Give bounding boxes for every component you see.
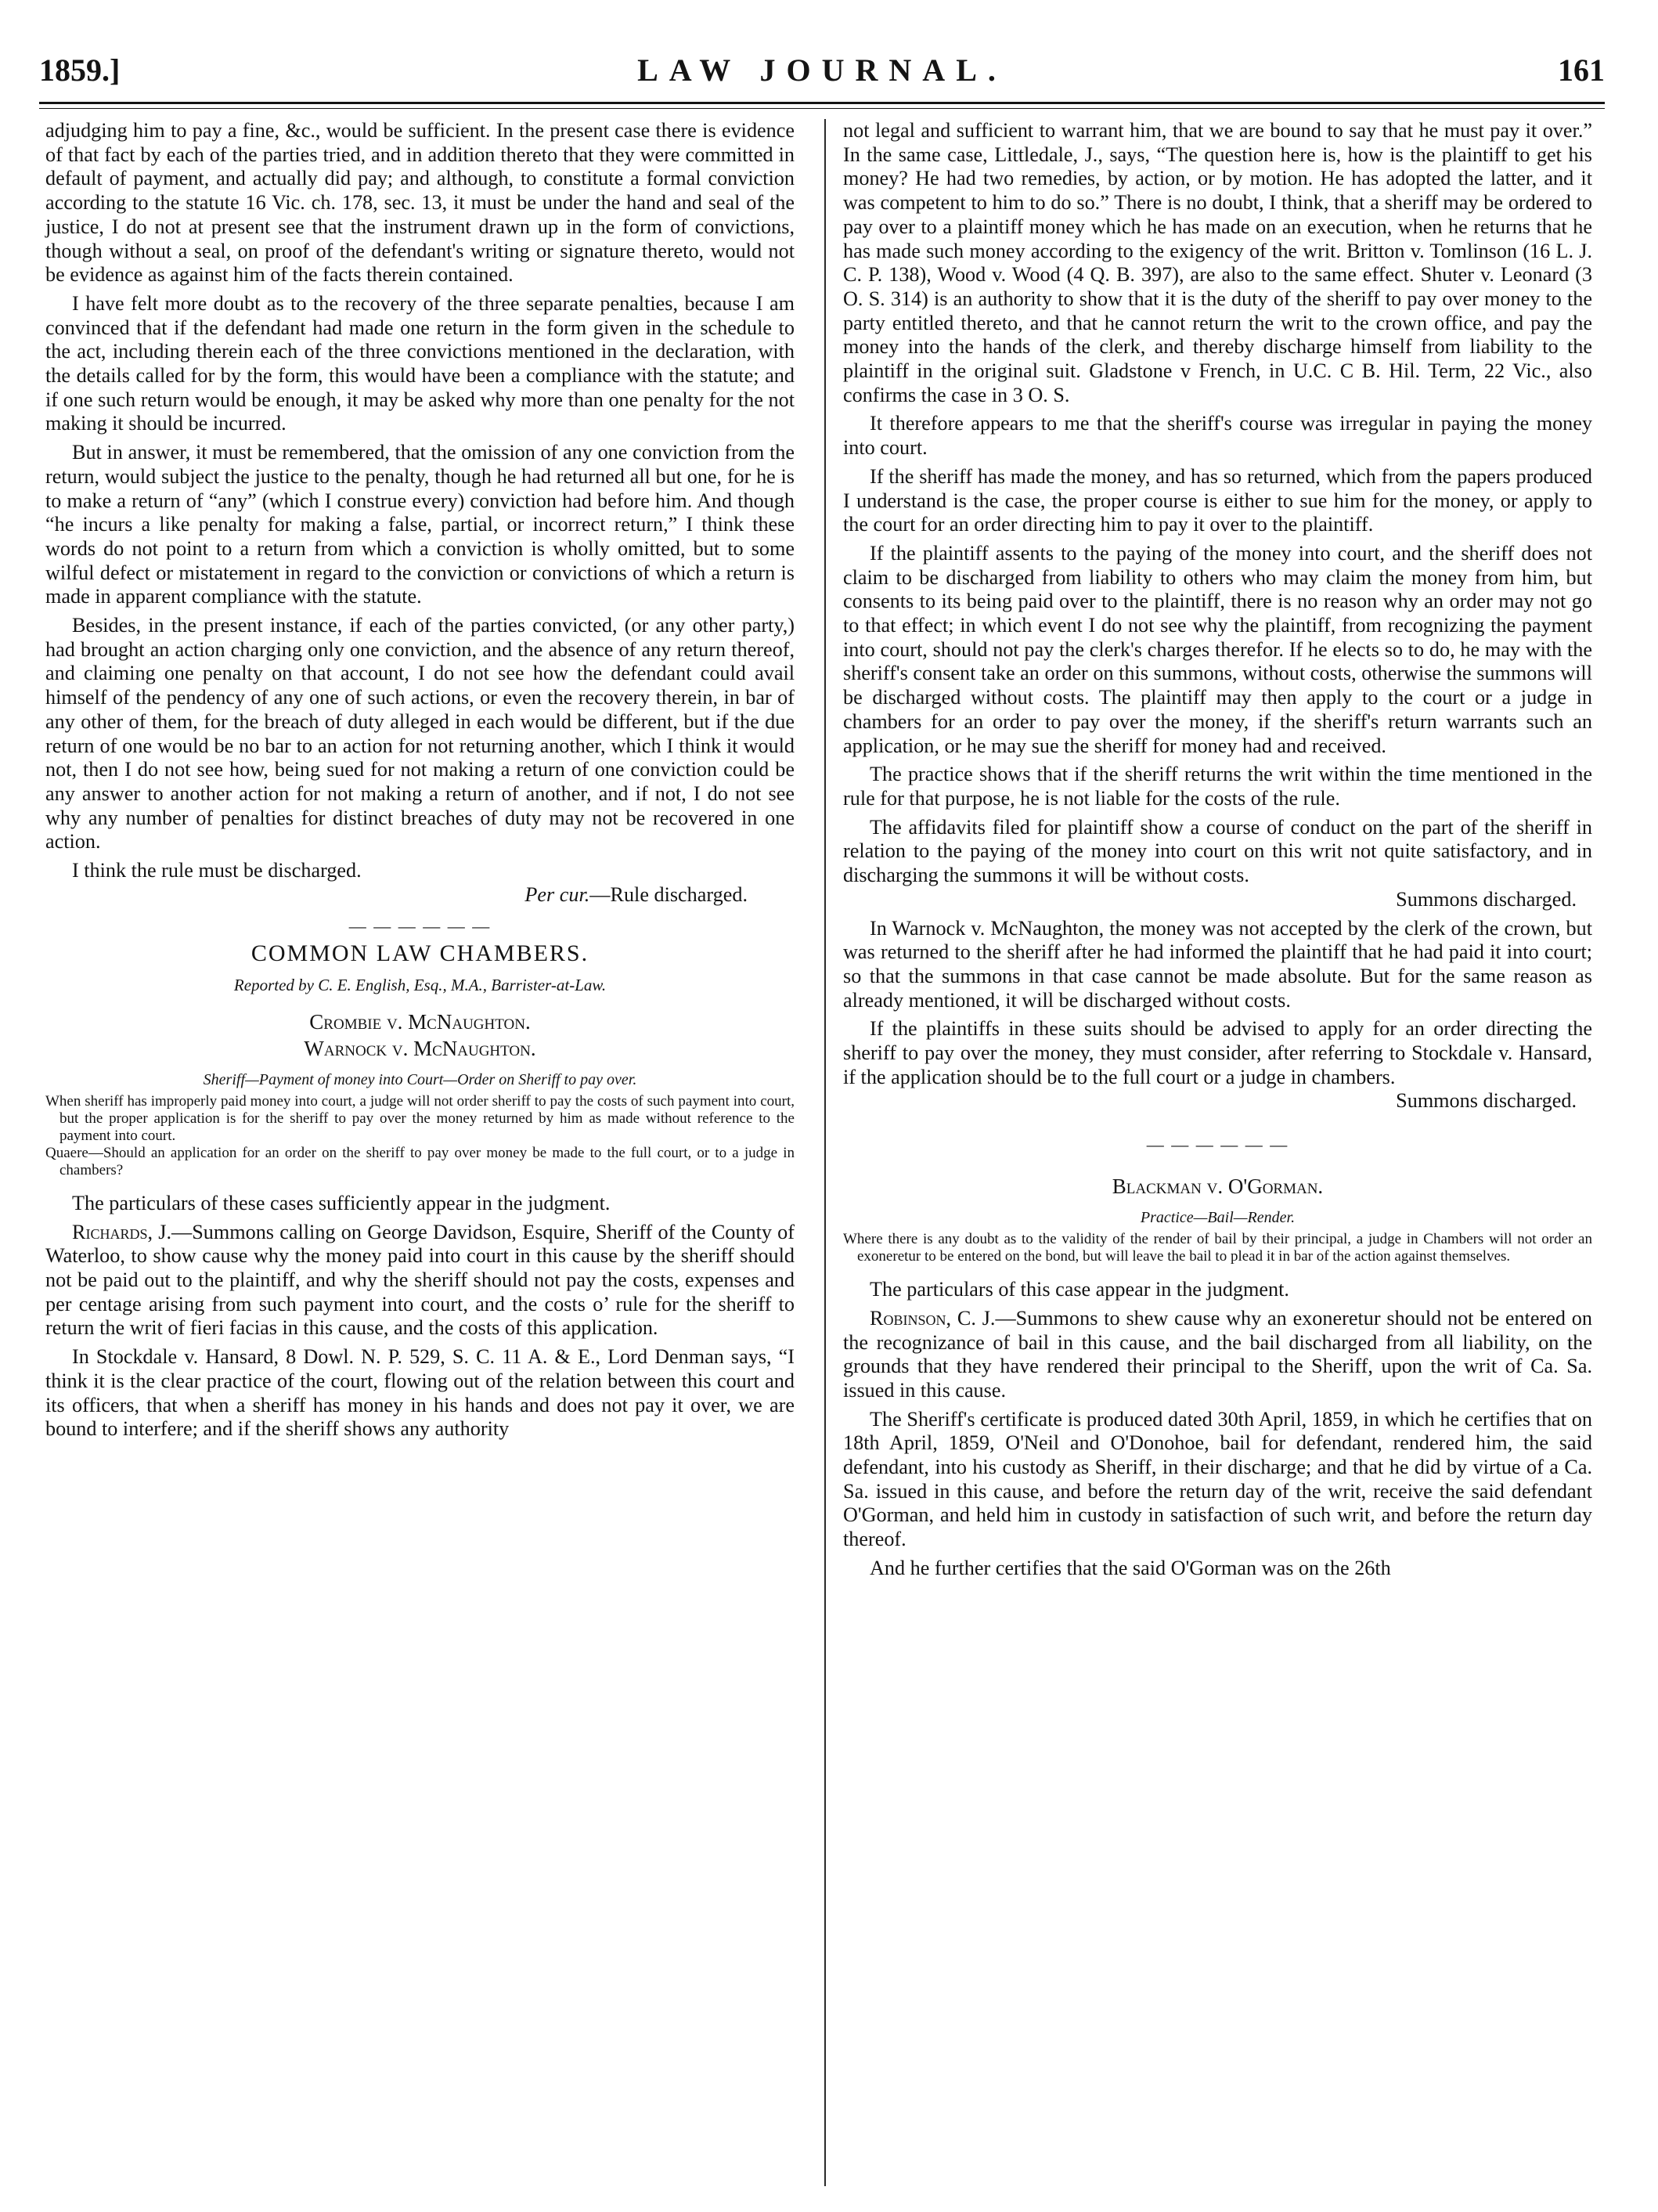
right-paragraph: If the plaintiff assents to the paying of the money into court, and the sheriff does not claim to be discharged from liability to others who may claim the money from him, but consents to its being paid over to the plaintiff, there is no reason why an order may not go to that effect; in which event I do not see why the plaintiff, from recognizing the payment into court, should not pay the clerk's charges therefor. If he elects so to do, he may with the sheriff's consent take an order on this summons, without costs, otherwise the summons will be discharged without costs. The plaintiff may then apply to the court or a judge in chambers for an order to pay over the money, if the sheriff's return warrants such an application, or he may sue the sheriff for money had and received. xyxy=(843,541,1592,757)
summons-discharged: Summons discharged. xyxy=(1396,1089,1577,1113)
section-separator: — — — — — — xyxy=(1146,1135,1289,1155)
right-paragraph: The Sheriff's certificate is produced dated 30th April, 1859, in which he certifies that on 18th April, 1859, O'Neil and O'Donohoe, bail for defendant, rendered him, the said defendant, into his custody as Sheriff, in their discharge; and that he did by virtue of a Ca. Sa. issued in this cause, and before the return day of the writ, receive the said defendant O'Gorman, and held him in custody in satisfaction of such writ, and before the return day thereof. xyxy=(843,1407,1592,1551)
per-cur: Per cur. xyxy=(524,882,590,906)
headnote: When sheriff has improperly paid money into court, a judge will not order sheriff to pay the costs of such payment into court, but the proper application is for the sheriff to pay over the money returned by him as made without reference to the payment into court. xyxy=(45,1092,795,1144)
right-paragraph: If the plaintiffs in these suits should be advised to apply for an order directing the sheriff to pay over the money, they must consider, after referring to Stockdale v. Hansard, if the application should be to the full court or a judge in chambers. xyxy=(843,1017,1592,1088)
case-name: Warnock v. McNaughton. xyxy=(304,1036,536,1060)
page-header xyxy=(39,52,1605,99)
right-column xyxy=(843,119,1592,1581)
left-paragraph: adjudging him to pay a fine, &c., would be sufficient. In the present case there is evidence of that fact by each of the parties tried, and in addition thereto that they were committed in default of payment, and actually did pay; and although, to constitute a formal conviction according to the statute 16 Vic. ch. 178, sec. 13, it must be under the hand and seal of the justice, I do not at present see that the instrument drawn up in the form of convictions, though without a seal, on proof of the defendant's writing or signature thereto, would not be evidence as against him of the facts therein contained. xyxy=(45,119,795,287)
headnote-title: Practice—Bail—Render. xyxy=(1140,1209,1296,1227)
headnote-title: Sheriff—Payment of money into Court—Order on Sheriff to pay over. xyxy=(203,1070,637,1088)
section-title: COMMON LAW CHAMBERS. xyxy=(251,940,589,966)
right-paragraph: The practice shows that if the sheriff returns the writ within the time mentioned in the rule for that purpose, he is not liable for the costs of the rule. xyxy=(843,763,1592,810)
left-column xyxy=(45,119,795,1442)
reporter-line: Reported by C. E. English, Esq., M.A., Barrister-at-Law. xyxy=(233,976,607,995)
header-rule xyxy=(39,102,1605,109)
judge-name: Robinson, C. J. xyxy=(870,1306,996,1330)
judgment-paragraph xyxy=(45,1221,795,1341)
header-title: LAW JOURNAL. xyxy=(637,52,1007,88)
rule-discharged-line xyxy=(45,883,795,908)
judgment-text: —Summons calling on George Davidson, Esquire, Sheriff of the County of Waterloo, to show cause why the money paid into court in this cause by the sheriff should not be paid out to the plaintiff, and why the sheriff should not pay the costs, expenses and per centage arising from such payment into court, and the costs o’ rule for the sheriff to return the writ of fieri facias in this cause, and the costs of this application. xyxy=(45,1220,795,1340)
column-divider xyxy=(824,119,826,2186)
section-separator: — — — — — — xyxy=(348,915,492,936)
judgment-paragraph xyxy=(843,1307,1592,1403)
judge-name: Richards, J. xyxy=(72,1220,172,1243)
right-paragraph: The affidavits filed for plaintiff show a course of conduct on the part of the sheriff in relation to the paying of the money into court on this writ not quite satisfactory, and in discharging the summons it will be without costs. xyxy=(843,815,1592,887)
right-paragraph: The particulars of this case appear in the judgment. xyxy=(870,1278,1289,1301)
left-paragraph: I think the rule must be discharged. xyxy=(72,859,362,882)
left-paragraph: But in answer, it must be remembered, that the omission of any one conviction from the return, would subject the justice to the penalty, though he had returned all but one, for he is to make a return of “any” (which I construe every) conviction had before him. And though “he incurs a like penalty for making a false, partial, or incorrect return,” I think these words do not point to a return from which a conviction is wholly omitted, but to some wilful defect or mistatement in regard to the conviction or convictions of which a return is made in apparent compliance with the statute. xyxy=(45,441,795,608)
rule-discharged: —Rule discharged. xyxy=(589,882,748,906)
left-paragraph: I have felt more doubt as to the recovery of the three separate penalties, because I am convinced that if the defendant had made one return in the form given in the schedule to the act, including therein each of the three convictions mentioned in the declaration, with the details called for by the form, this would have been a compliance with the statute; and if one such return would be enough, it may be asked why more than one penalty for the not making it should be incurred. xyxy=(45,291,795,435)
page-number: 161 xyxy=(1558,52,1605,88)
left-paragraph: The particulars of these cases sufficiently appear in the judgment. xyxy=(72,1191,611,1214)
headnote: Where there is any doubt as to the validity of the render of bail by their principal, a judge in Chambers will not order an exoneretur to be entered on the bond, but will leave the bail to plead it in bar of the action against themselves. xyxy=(843,1231,1592,1265)
case-name: Blackman v. O'Gorman. xyxy=(1112,1175,1324,1199)
right-paragraph: In Warnock v. McNaughton, the money was not accepted by the clerk of the crown, but was returned to the sheriff after he had informed the plaintiff that he had paid it into court; so that the summons in that case cannot be made absolute. But for the same reason as already mentioned, it will be discharged without costs. xyxy=(843,916,1592,1012)
headnote: Quaere—Should an application for an order on the sheriff to pay over money be made to the full court, or to a judge in chambers? xyxy=(45,1144,795,1178)
right-paragraph: And he further certifies that the said O'Gorman was on the 26th xyxy=(870,1556,1391,1579)
left-paragraph: Besides, in the present instance, if each of the parties convicted, (or any other party,) had brought an action charging only one conviction, and the absence of any return thereof, and claiming one penalty on that account, I do not see how the defendant could avail himself of the pendency of any one of such actions, or even the recovery therein, in bar of any other of them, for the breach of duty alleged in each would be different, but if the due return of one would be no bar to an action for not returning another, which I think it would not, then I do not see how, being sued for not making a return of one conviction could be any answer to another action for not making a return of another, and if not, I do not see why any number of penalties for distinct breaches of duty may not be recovered in one action. xyxy=(45,614,795,853)
header-year: 1859.] xyxy=(39,52,121,88)
right-paragraph: If the sheriff has made the money, and has so returned, which from the papers produced I understand is the case, the proper course is either to sue him for the money, or apply to the court for an order directing him to pay it over to the plaintiff. xyxy=(843,464,1592,536)
judgment-text: —Summons to shew cause why an exoneretur should not be entered on the recognizance of bail in this cause, and the bail discharged from all liability, on the grounds that they have rendered their principal to the Sheriff, upon the writ of Ca. Sa. issued in this cause. xyxy=(843,1306,1592,1402)
left-paragraph: In Stockdale v. Hansard, 8 Dowl. N. P. 529, S. C. 11 A. & E., Lord Denman says, “I think it is the clear practice of the court, flowing out of the relation between this court and its officers, that when a sheriff has money in his hands and does not pay it over, we are bound to interfere; and if the sheriff shows any authority xyxy=(45,1345,795,1441)
case-name: Crombie v. McNaughton. xyxy=(309,1009,531,1034)
right-paragraph: not legal and sufficient to warrant him, that we are bound to say that he must pay it over.” In the same case, Littledale, J., says, “The question here is, how is the plaintiff to get his money? He had two remedies, by action, or by motion. He has adopted the latter, and it was competent to him to do so.” There is no doubt, I think, that a sheriff may be ordered to pay over to a plaintiff money which he has made on an execution, when he returns that he has made such money according to the exigency of the writ. Britton v. Tomlinson (16 L. J. C. P. 138), Wood v. Wood (4 Q. B. 397), are also to the same effect. Shuter v. Leonard (3 O. S. 314) is an authority to show that it is the duty of the sheriff to pay over money to the party entitled thereto, and that he cannot return the writ to the crown office, and pay the money into the hands of the clerk, and thereby discharge himself from liability to the plaintiff in the original suit. Gladstone v French, in U.C. C B. Hil. Term, 22 Vic., also confirms the case in 3 O. S. xyxy=(843,119,1592,406)
summons-discharged: Summons discharged. xyxy=(1396,887,1577,911)
right-paragraph: It therefore appears to me that the sheriff's course was irregular in paying the money into court. xyxy=(843,412,1592,460)
